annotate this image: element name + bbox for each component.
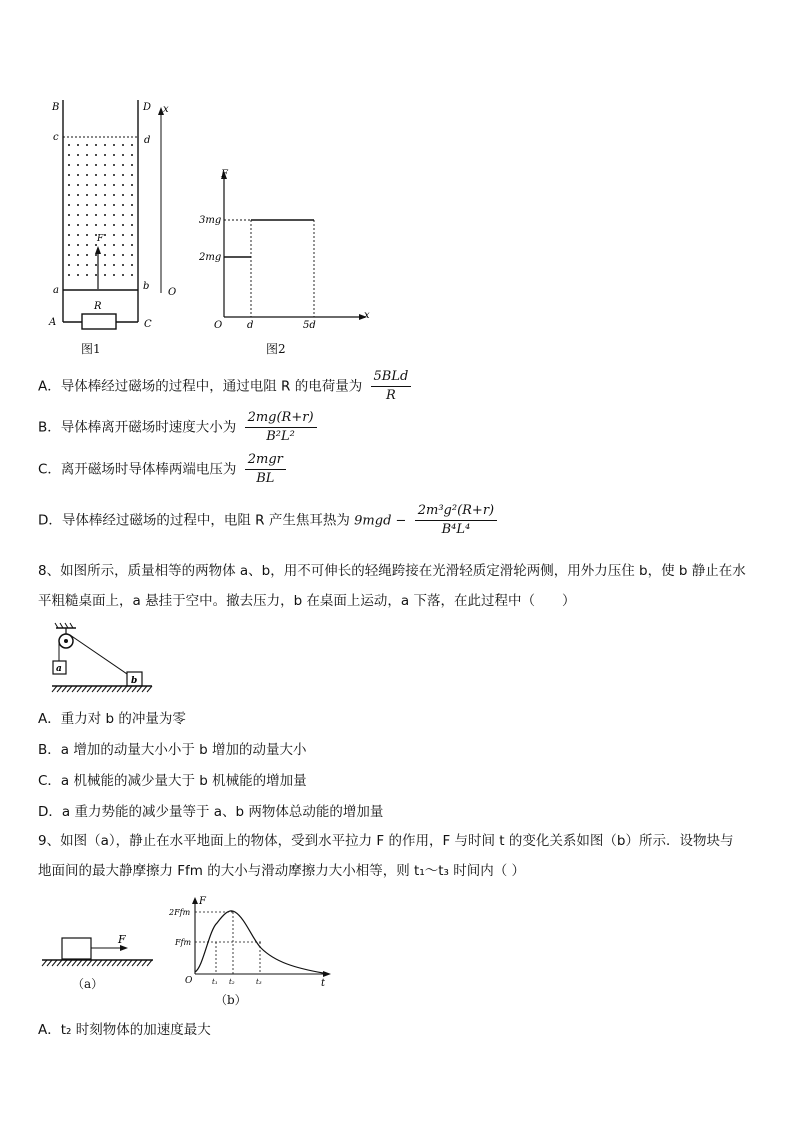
q7-option-a[interactable] [38,368,411,405]
ground-hatch [57,686,62,692]
field-dot [113,184,115,186]
field-dot [95,184,97,186]
field-dot [104,204,106,206]
field-dot [68,214,70,216]
field-dot [122,154,124,156]
q9-stem [38,826,758,886]
field-dot [68,264,70,266]
label-C: C [144,319,152,330]
field-dot [104,254,106,256]
q8-block-a-label: a [56,664,62,674]
q8-stem-line-2: 平粗糙桌面上，a 悬挂于空中。撤去压力，b 在桌面上运动，a 下落，在此过程中（ ） [38,593,576,609]
field-dot [95,164,97,166]
q7-option-c-text: C．离开磁场时导体棒两端电压为 [38,461,237,478]
field-dot [104,184,106,186]
field-dot [86,174,88,176]
field-dot [68,164,70,166]
field-dot [68,254,70,256]
ground-hatch [92,960,97,966]
field-dot [122,144,124,146]
q8-option-d[interactable]: D．a 重力势能的减少量等于 a、b 两物体总动能的增加量 [38,804,384,820]
field-dot [95,214,97,216]
figure-1-caption: 图1 [81,342,101,356]
label-a: a [53,285,59,296]
q9-fig-a-force-label: F [118,933,126,946]
field-dot [68,154,70,156]
q9-figure-b-caption: （b） [215,993,247,1007]
ground-hatch [117,686,122,692]
ground-hatch [57,960,62,966]
field-dot [131,184,133,186]
q8-pulley-figure [48,622,178,697]
ground-hatch [107,686,112,692]
fig2-x-label: x [364,310,370,321]
ground-hatch [82,960,87,966]
field-dot [131,254,133,256]
ground-hatch [82,686,87,692]
q7-option-c-fraction: $\frac{\text{2mgr}}{BL}$ [245,451,286,488]
field-dot [86,224,88,226]
field-dot [122,264,124,266]
field-dot [86,204,88,206]
field-dot [122,204,124,206]
ground-hatch [122,960,127,966]
field-dot [77,274,79,276]
field-dot [131,214,133,216]
label-b: b [143,281,150,292]
field-dot [68,144,70,146]
label-O: O [168,287,177,298]
ground-hatch [62,686,67,692]
field-dot [104,274,106,276]
field-dot [86,264,88,266]
field-dot [122,254,124,256]
ground-hatch [67,960,72,966]
q8-option-c[interactable]: C．a 机械能的减少量大于 b 机械能的增加量 [38,773,307,789]
field-dot [86,184,88,186]
field-dot [122,234,124,236]
field-dot [86,194,88,196]
ground-hatch [122,686,127,692]
field-dot [77,204,79,206]
label-B: B [52,102,60,113]
label-F: F [97,234,104,244]
field-dot [86,274,88,276]
ground-hatch [67,686,72,692]
field-dot [131,164,133,166]
label-c: c [53,132,59,143]
field-dot [122,224,124,226]
q7-option-d-text: D．导体棒经过磁场的过程中，电阻 R 产生焦耳热为 [38,512,350,529]
field-dot [113,214,115,216]
field-dot [68,224,70,226]
figure-2-force-graph [195,165,380,335]
ground-hatch [87,960,92,966]
fig2-tick-3mg: 3mg [199,215,222,226]
ground-hatch [52,960,57,966]
field-dot [104,224,106,226]
q7-option-d-fraction: $\frac{\text{2m³g²(R+r)}}{\text{B⁴L⁴}}$ [415,502,497,539]
ground-hatch [107,960,112,966]
field-dot [104,194,106,196]
field-dot [113,174,115,176]
field-dot [77,234,79,236]
field-dot [113,144,115,146]
ground-hatch [142,686,147,692]
q9-option-a[interactable]: A．t₂ 时刻物体的加速度最大 [38,1022,211,1038]
ground-hatch [87,686,92,692]
field-dot [77,164,79,166]
field-dot [131,154,133,156]
ground-hatch [117,960,122,966]
field-dot [77,264,79,266]
field-dot [68,184,70,186]
field-dot [95,174,97,176]
field-dot [104,164,106,166]
ground-hatch [62,960,67,966]
field-dot [77,154,79,156]
q8-stem-line-1: 8、如图所示，质量相等的两物体 a、b，用不可伸长的轻绳跨接在光滑轻质定滑轮两侧，用外力压住 b，使 b 静止在水 [38,563,746,579]
field-dot [77,144,79,146]
field-dot [113,274,115,276]
ground-hatch [92,686,97,692]
field-dot [113,194,115,196]
field-dot [95,254,97,256]
field-dot [104,214,106,216]
field-dot [113,234,115,236]
field-dot [131,244,133,246]
field-dot [95,244,97,246]
ground-hatch [97,960,102,966]
field-dot [86,234,88,236]
ground-hatch [77,686,82,692]
field-dot [77,224,79,226]
field-dot [86,254,88,256]
q7-option-d[interactable] [38,502,497,539]
label-D: D [143,102,152,113]
field-dot [104,264,106,266]
ground-hatch [132,686,137,692]
field-dot [122,214,124,216]
q9-fig-b-Ffm: Ffm [175,938,192,947]
q9-figure-a-caption: （a） [72,977,104,991]
field-dot [122,244,124,246]
field-dot [131,224,133,226]
field-dot [104,154,106,156]
q9-fig-b-F-axis: F [199,896,206,907]
label-d: d [144,135,151,146]
q8-stem [38,556,758,616]
ground-hatch [132,960,137,966]
q9-fig-b-t3: t₃ [256,978,262,986]
ground-hatch [147,686,152,692]
q7-option-c[interactable] [38,451,286,488]
ground-hatch [147,960,152,966]
field-dot [86,144,88,146]
field-dot [104,244,106,246]
field-dot [77,194,79,196]
field-dot [77,214,79,216]
field-dot [122,174,124,176]
field-dot [113,244,115,246]
field-dot [86,244,88,246]
field-dot [68,234,70,236]
ground-hatch [102,686,107,692]
q9-figure-b-graph [165,890,340,990]
field-dot [68,174,70,176]
q9-fig-b-2Ffm: 2Ffm [169,908,191,917]
field-dot [95,154,97,156]
q9-stem-line-1: 9、如图（a），静止在水平地面上的物体，受到水平拉力 F 的作用，F 与时间 t 的变化关系如图（b）所示．设物块与 [38,833,734,849]
q8-option-b[interactable]: B．a 增加的动量大小小于 b 增加的动量大小 [38,742,307,758]
field-dot [131,174,133,176]
q9-fig-b-t2: t₂ [229,978,235,986]
field-dot [104,174,106,176]
field-dot [77,174,79,176]
ground-hatch [137,686,142,692]
field-dot [131,194,133,196]
ground-hatch [97,686,102,692]
field-dot [77,184,79,186]
fig2-tick-d: d [247,320,254,331]
field-dot [86,214,88,216]
field-dot [104,144,106,146]
q9-fig-b-t-axis: t [321,978,326,989]
fig2-origin: O [214,320,223,331]
field-dot [113,254,115,256]
q9-stem-line-2: 地面间的最大静摩擦力 Ffm 的大小与滑动摩擦力大小相等，则 t₁～t₃ 时间内（ ） [38,863,526,879]
magnetic-field-dots [68,144,133,276]
field-dot [131,234,133,236]
field-dot [86,164,88,166]
field-dot [113,264,115,266]
field-dot [68,194,70,196]
q7-option-b-text: B．导体棒离开磁场时速度大小为 [38,419,237,436]
ground-hatch [72,686,77,692]
field-dot [95,264,97,266]
field-dot [122,184,124,186]
field-dot [95,274,97,276]
ground-hatch [127,686,132,692]
ground-hatch [77,960,82,966]
field-dot [104,234,106,236]
q8-option-a[interactable]: A．重力对 b 的冲量为零 [38,711,186,727]
label-A: A [49,317,57,328]
field-dot [131,144,133,146]
q7-option-b[interactable] [38,409,317,446]
field-dot [68,244,70,246]
ground-hatch [112,960,117,966]
field-dot [77,254,79,256]
q7-option-a-text: A．导体棒经过磁场的过程中，通过电阻 R 的电荷量为 [38,378,363,395]
ground-hatch [102,960,107,966]
label-x: x [163,104,169,115]
field-dot [95,224,97,226]
field-dot [131,204,133,206]
q7-option-b-fraction: $\frac{2mg(R+r)}{\text{B²L²}}$ [245,409,317,446]
field-dot [122,274,124,276]
fig2-tick-2mg: 2mg [199,252,222,263]
q8-block-b-label: b [131,676,138,686]
field-dot [95,144,97,146]
field-dot [122,164,124,166]
ground-hatch [137,960,142,966]
fig2-y-label: F [221,169,228,180]
fig2-tick-5d: 5d [303,320,316,331]
q7-option-d-expr: 9mgd − [354,513,407,529]
ground-hatch [127,960,132,966]
ground-hatch [52,686,57,692]
field-dot [77,244,79,246]
field-dot [95,204,97,206]
label-R: R [94,301,102,312]
field-dot [113,204,115,206]
q9-fig-b-origin: O [185,976,193,986]
field-dot [68,204,70,206]
ground-hatch [72,960,77,966]
q7-option-a-fraction: $\frac{\text{5BLd}}{R}$ [371,368,412,405]
ground-hatch [42,960,47,966]
field-dot [95,194,97,196]
field-dot [68,274,70,276]
field-dot [131,274,133,276]
field-dot [131,264,133,266]
figure-1-circuit [40,95,190,345]
figure-2-caption: 图2 [266,342,286,356]
ground-hatch [47,960,52,966]
field-dot [122,194,124,196]
ground-hatch [142,960,147,966]
field-dot [113,164,115,166]
field-dot [113,154,115,156]
ground-hatch [112,686,117,692]
field-dot [86,154,88,156]
q9-fig-b-t1: t₁ [212,978,218,986]
field-dot [113,224,115,226]
